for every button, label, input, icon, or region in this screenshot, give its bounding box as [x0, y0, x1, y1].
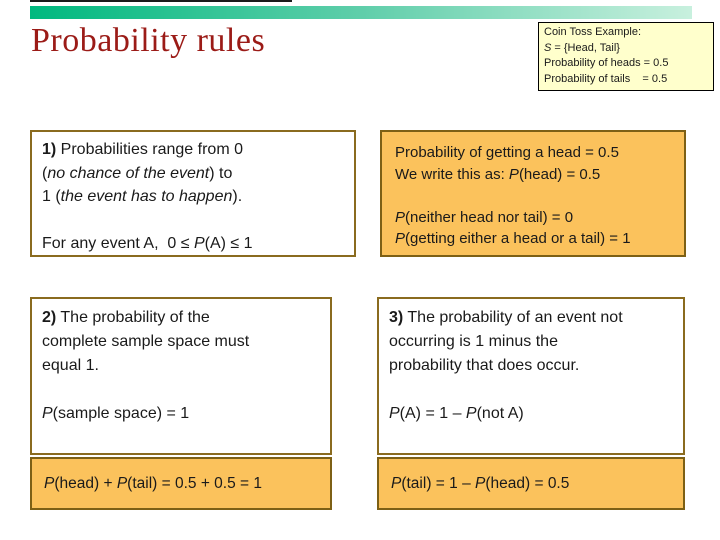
text-line: [389, 378, 673, 402]
text-line: (no chance of the event) to: [42, 164, 233, 182]
rule2-box: [30, 297, 332, 455]
text-line: occurring is 1 minus the: [389, 333, 558, 350]
text-line: P(tail) = 1 – P(head) = 0.5: [391, 474, 570, 492]
text-line: Probability of tails = 0.5: [544, 72, 668, 85]
text-line: We write this as: P(head) = 0.5: [395, 165, 601, 183]
text-line: Probability of heads = 0.5: [544, 57, 669, 70]
text-line: P(sample space) = 1: [42, 405, 190, 422]
text-line: S = {Head, Tail}: [544, 41, 620, 54]
text-line: [395, 185, 671, 207]
text-line: 2) The probability of the: [42, 309, 210, 326]
rule1-box: [30, 130, 356, 257]
text-line: 1) Probabilities range from 0: [42, 141, 243, 158]
rule2-example-box: [30, 457, 332, 510]
text-line: Probability of getting a head = 0.5: [395, 144, 619, 161]
rule3-example-box: [377, 457, 685, 510]
accent-bar: [30, 6, 692, 19]
text-line: P(neither head nor tail) = 0: [395, 208, 574, 226]
text-line: 3) The probability of an event not: [389, 309, 623, 326]
text-line: equal 1.: [42, 357, 99, 374]
text-line: P(getting either a head or a tail) = 1: [395, 230, 631, 247]
text-line: complete sample space must: [42, 333, 250, 350]
rule3-box: [377, 297, 685, 455]
text-line: Coin Toss Example:: [544, 26, 642, 38]
text-line: For any event A, 0 ≤ P(A) ≤ 1: [42, 235, 253, 252]
top-rule-line: [30, 0, 292, 2]
text-line: [42, 378, 320, 402]
text-line: probability that does occur.: [389, 357, 580, 374]
slide-title: Probability rules: [31, 22, 266, 59]
text-line: 1 (the event has to happen).: [42, 188, 243, 205]
text-line: P(head) + P(tail) = 0.5 + 0.5 = 1: [44, 474, 263, 492]
coin-toss-note-box: [538, 22, 714, 91]
text-line: P(A) = 1 – P(not A): [389, 405, 524, 422]
rule1-example-box: [380, 130, 686, 257]
text-line: [42, 209, 344, 233]
